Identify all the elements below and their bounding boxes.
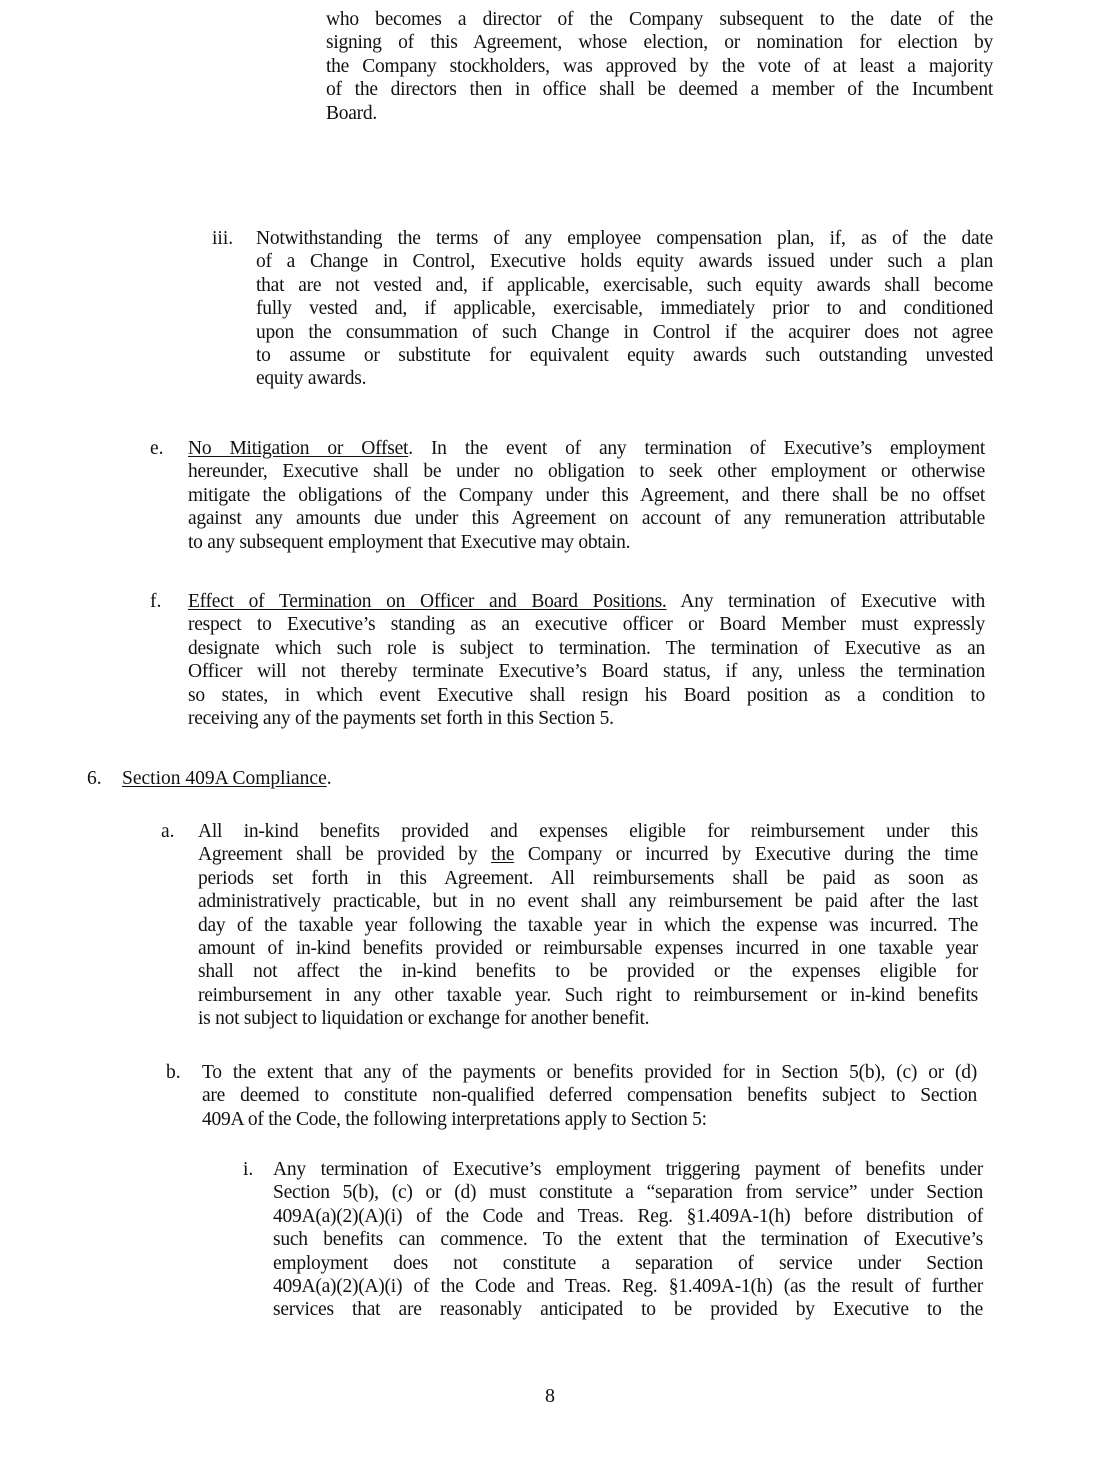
item-e-heading: No Mitigation or Offset <box>188 438 409 459</box>
text-line: day of the taxable year following the taxable year in which the expense was incurred. The <box>198 914 978 936</box>
continuation-paragraph <box>326 8 993 125</box>
text-line: against any amounts due under this Agreement on account of any remuneration attributable <box>188 508 985 530</box>
text-line: reimbursement in any other taxable year. Such right to reimbursement or in-kind benefits <box>198 984 978 1006</box>
text-line <box>198 843 978 866</box>
text-line: employment does not constitute a separation of service under Section <box>273 1252 983 1274</box>
text-line: All in-kind benefits provided and expenses eligible for reimbursement under this <box>198 821 978 842</box>
text-line <box>188 590 985 613</box>
item-a-underlined-the: the <box>491 844 515 866</box>
text-line: mitigate the obligations of the Company under this Agreement, and there shall be no offset <box>188 484 985 506</box>
text-line: receiving any of the payments set forth in this Section 5. <box>188 708 614 730</box>
text-line: of the directors then in office shall be deemed a member of the Incumbent <box>326 79 993 101</box>
list-marker-b: b. <box>166 1062 181 1083</box>
text-line: amount of in-kind benefits provided or reimbursable expenses incurred in one taxable year <box>198 938 978 960</box>
item-b-i-paragraph <box>273 1158 983 1322</box>
list-marker-iii: iii. <box>212 228 234 249</box>
list-marker-f: f. <box>150 591 162 612</box>
text-line: 409A of the Code, the following interpretations apply to Section 5: <box>202 1108 707 1130</box>
section-6-heading-period: . <box>326 768 332 789</box>
text-line: administratively practicable, but in no event shall any reimbursement be paid after the last <box>198 891 978 913</box>
text-line: so states, in which event Executive shall resign his Board position as a condition to <box>188 684 985 706</box>
text-line: signing of this Agreement, whose election, or nomination for election by <box>326 32 993 54</box>
list-marker-a: a. <box>161 821 175 842</box>
item-a-paragraph <box>198 820 978 1031</box>
text-line: 409A(a)(2)(A)(i) of the Code and Treas. Reg. §1.409A-1(h) before distribution of <box>273 1205 983 1227</box>
text-line: periods set forth in this Agreement. All reimbursements shall be paid as soon as <box>198 867 978 889</box>
text-line: Section 5(b), (c) or (d) must constitute a “separation from service” under Section <box>273 1182 983 1204</box>
item-a-line2-pre: Agreement shall be provided by <box>198 844 492 866</box>
text-line: designate which such role is subject to termination. The termination of Executive as an <box>188 637 985 659</box>
text-line: equity awards. <box>256 368 367 390</box>
section-number-6: 6. <box>87 768 102 789</box>
text-line: Notwithstanding the terms of any employee compensation plan, if, as of the date <box>256 228 993 249</box>
item-iii-paragraph <box>256 227 993 391</box>
text-line: To the extent that any of the payments or benefits provided for in Section 5(b), (c) or (d) <box>202 1062 977 1083</box>
text-line: Board. <box>326 102 378 124</box>
text-line: hereunder, Executive shall be under no obligation to seek other employment or otherwise <box>188 461 985 483</box>
list-marker-b-i: i. <box>243 1159 254 1180</box>
text-line: Any termination of Executive’s employment triggering payment of benefits under <box>273 1159 983 1180</box>
text-line: the Company stockholders, was approved by the vote of at least a majority <box>326 55 993 77</box>
text-line: respect to Executive’s standing as an executive officer or Board Member must expressly <box>188 614 985 636</box>
text-line: of a Change in Control, Executive holds equity awards issued under such a plan <box>256 251 993 273</box>
text-line: that are not vested and, if applicable, exercisable, such equity awards shall become <box>256 274 993 296</box>
list-marker-e: e. <box>150 438 164 459</box>
item-f-heading: Effect of Termination on Officer and Board Positions. <box>188 591 667 612</box>
section-6-heading <box>122 767 332 790</box>
item-f-first-line: Any termination of Executive with <box>666 591 985 612</box>
item-e-paragraph <box>188 437 985 554</box>
text-line: fully vested and, if applicable, exercisable, immediately prior to and conditioned <box>256 298 993 320</box>
text-line: Officer will not thereby terminate Executive’s Board status, if any, unless the termination <box>188 661 985 683</box>
item-b-paragraph <box>202 1061 977 1131</box>
text-line: shall not affect the in-kind benefits to be provided or the expenses eligible for <box>198 961 978 983</box>
text-line: services that are reasonably anticipated to be provided by Executive to the <box>273 1299 983 1321</box>
text-line: 409A(a)(2)(A)(i) of the Code and Treas. Reg. §1.409A-1(h) (as the result of further <box>273 1276 983 1298</box>
text-line: such benefits can commence. To the extent that the termination of Executive’s <box>273 1229 983 1251</box>
item-e-first-line: . In the event of any termination of Executive’s employment <box>408 438 986 459</box>
section-6-heading-text: Section 409A Compliance <box>122 768 327 789</box>
item-a-line2-post: Company or incurred by Executive during the time <box>514 844 978 866</box>
text-line <box>188 437 985 460</box>
text-line: is not subject to liquidation or exchange for another benefit. <box>198 1008 650 1030</box>
item-f-paragraph <box>188 590 985 730</box>
text-line: upon the consummation of such Change in Control if the acquirer does not agree <box>256 321 993 343</box>
text-line: to assume or substitute for equivalent equity awards such outstanding unvested <box>256 345 993 367</box>
text-line: to any subsequent employment that Executive may obtain. <box>188 531 631 553</box>
text-line: who becomes a director of the Company subsequent to the date of the <box>326 9 993 30</box>
text-line: are deemed to constitute non-qualified deferred compensation benefits subject to Section <box>202 1085 977 1107</box>
page-number: 8 <box>545 1385 555 1407</box>
